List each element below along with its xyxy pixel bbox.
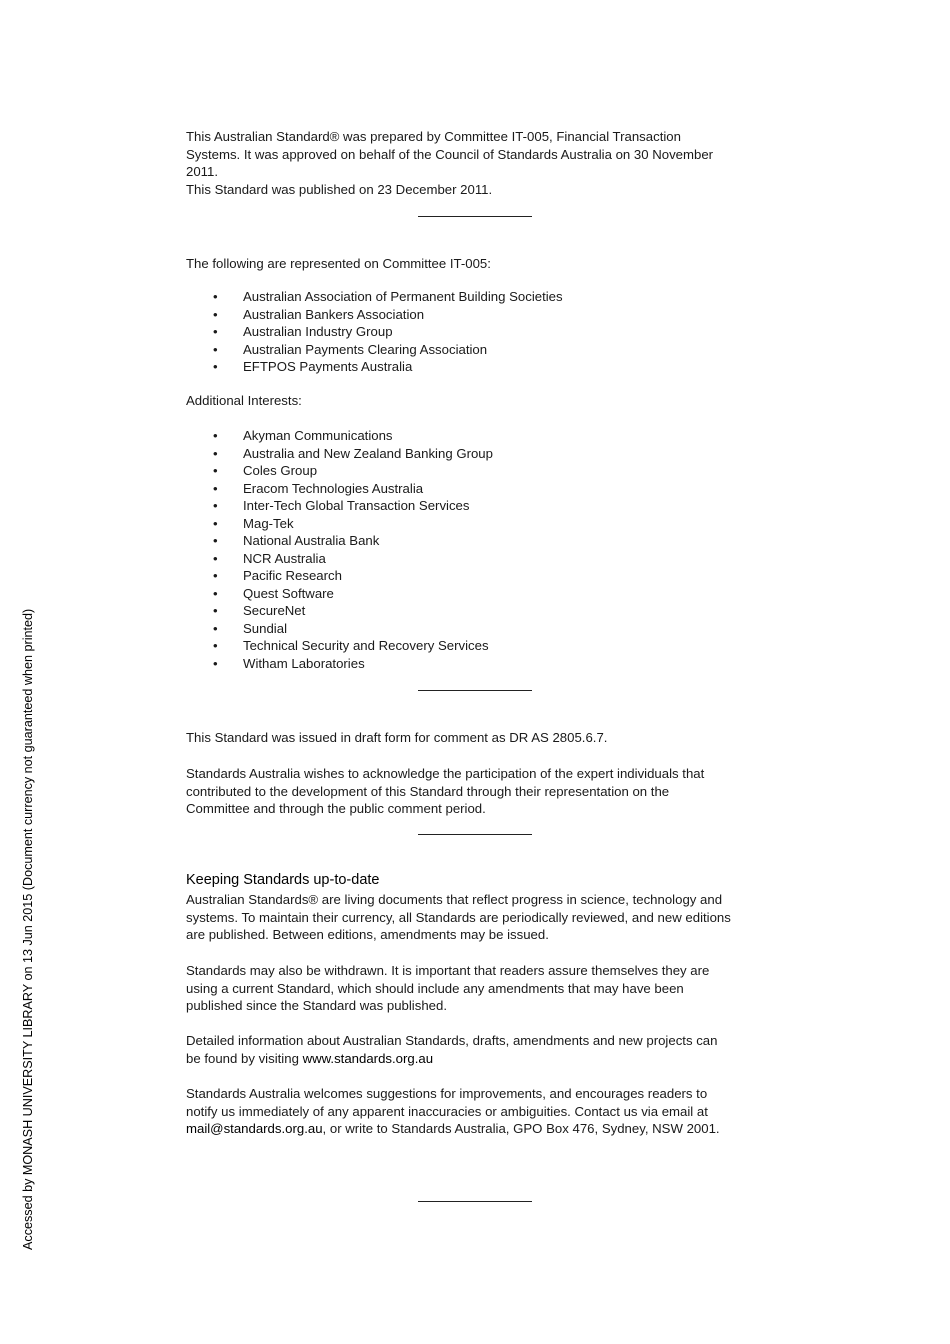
section-divider xyxy=(418,1201,532,1202)
list-item: • EFTPOS Payments Australia xyxy=(186,358,746,376)
paragraph-line: Detailed information about Australian Standards, drafts, amendments and new projects can xyxy=(186,1033,718,1048)
email-link[interactable]: mail@standards.org.au xyxy=(186,1121,323,1136)
paragraph-line: notify us immediately of any apparent inaccuracies or ambiguities. Contact us via email at xyxy=(186,1103,708,1119)
paragraph-line: Australian Standards® are living documents that reflect progress in science, technology and xyxy=(186,892,723,907)
keeping-paragraph-2 xyxy=(186,962,776,1015)
intro-line: 2011. xyxy=(186,164,219,179)
keeping-paragraph-1 xyxy=(186,891,776,944)
paragraph-line xyxy=(186,1050,776,1068)
access-watermark: Accessed by MONASH UNIVERSITY LIBRARY on 13 Jun 2015 (Document currency not guaranteed when printed) xyxy=(21,608,35,1250)
committee-intro-text: The following are represented on Committee IT-005: xyxy=(186,256,491,271)
list-item: • Australian Bankers Association xyxy=(186,306,746,324)
list-item: • NCR Australia xyxy=(186,550,746,568)
paragraph-line xyxy=(186,1120,776,1138)
additional-interests-list xyxy=(186,427,746,672)
list-item: • SecureNet xyxy=(186,602,746,620)
acknowledgement-paragraph xyxy=(186,765,776,818)
paragraph-line: Standards Australia welcomes suggestions for improvements, and encourages readers to xyxy=(186,1086,708,1101)
list-item: • Eracom Technologies Australia xyxy=(186,480,746,498)
list-item: • Coles Group xyxy=(186,462,746,480)
paragraph-line: Standards may also be withdrawn. It is important that readers assure themselves they are xyxy=(186,963,710,978)
intro-line: This Australian Standard® was prepared by Committee IT-005, Financial Transaction xyxy=(186,129,681,144)
list-item: • Inter-Tech Global Transaction Services xyxy=(186,497,746,515)
keeping-standards-heading: Keeping Standards up-to-date xyxy=(186,872,380,888)
paragraph-line: are published. Between editions, amendments may be issued. xyxy=(186,927,549,942)
section-divider xyxy=(418,216,532,217)
paragraph-line: published since the Standard was published. xyxy=(186,998,447,1013)
section-divider xyxy=(418,834,532,835)
list-item: • Quest Software xyxy=(186,585,746,603)
additional-interests-text: Additional Interests: xyxy=(186,393,302,408)
list-item: • National Australia Bank xyxy=(186,532,746,550)
draft-issued xyxy=(186,729,776,747)
list-item: • Pacific Research xyxy=(186,567,746,585)
committee-intro xyxy=(186,255,776,273)
draft-issued-text: This Standard was issued in draft form for comment as DR AS 2805.6.7. xyxy=(186,730,608,745)
ack-line: Standards Australia wishes to acknowledge the participation of the expert individuals that xyxy=(186,766,705,781)
list-item: • Australian Payments Clearing Association xyxy=(186,341,746,359)
website-link[interactable]: www.standards.org.au xyxy=(302,1050,434,1066)
paragraph-line: systems. To maintain their currency, all Standards are periodically reviewed, and new editions xyxy=(186,909,731,925)
list-item: • Mag-Tek xyxy=(186,515,746,533)
keeping-paragraph-4 xyxy=(186,1085,776,1138)
keeping-paragraph-3 xyxy=(186,1032,776,1067)
published-date: This Standard was published on 23 December 2011. xyxy=(186,181,493,197)
list-item: • Australia and New Zealand Banking Group xyxy=(186,445,746,463)
list-item: • Akyman Communications xyxy=(186,427,746,445)
paragraph-text: , or write to Standards Australia, GPO Box 476, Sydney, NSW 2001. xyxy=(322,1121,720,1136)
section-divider xyxy=(418,690,532,691)
list-item: • Australian Association of Permanent Building Societies xyxy=(186,288,746,306)
intro-paragraph xyxy=(186,128,776,198)
ack-line: Committee and through the public comment period. xyxy=(186,801,486,816)
paragraph-text: be found by visiting xyxy=(186,1050,303,1066)
committee-members-list xyxy=(186,288,746,376)
additional-interests-label xyxy=(186,392,776,410)
list-item: • Witham Laboratories xyxy=(186,655,746,673)
ack-line: contributed to the development of this Standard through their representation on the xyxy=(186,783,670,799)
list-item: • Sundial xyxy=(186,620,746,638)
intro-line: Systems. It was approved on behalf of the Council of Standards Australia on 30 November xyxy=(186,146,714,162)
list-item: • Technical Security and Recovery Services xyxy=(186,637,746,655)
paragraph-line: using a current Standard, which should include any amendments that may have been xyxy=(186,980,684,996)
list-item: • Australian Industry Group xyxy=(186,323,746,341)
